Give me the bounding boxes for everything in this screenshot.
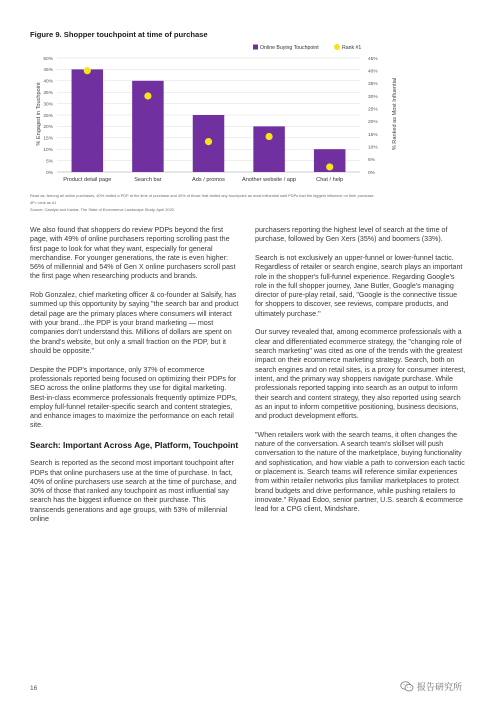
x-tick-label: Product detail page <box>63 177 112 183</box>
y-tick-label: 10% <box>43 148 53 153</box>
paragraph: Search is not exclusively an upper-funnel or lower-funnel tactic. Regardless of retailer or search engine, search plays an important role in the shopper's full-funnel experience. Regarding Google's role in the full shopper journey, Jane Butler, Google's managing director of pure-play retail, said, "Google is the connective tissue for shoppers to discover, see reviews, compare products, and ultimately purchase." <box>255 253 463 318</box>
rank-dot <box>84 67 91 74</box>
rank-dot <box>205 138 212 145</box>
y2-tick-label: 10% <box>368 145 378 151</box>
y-tick-label: 0% <box>46 170 53 176</box>
left-axis-ticks <box>43 56 53 176</box>
left-column <box>30 226 242 534</box>
y2-tick-label: 45% <box>368 56 378 62</box>
legend-dot-swatch <box>334 44 340 50</box>
x-tick-label: Another website / app <box>242 177 297 183</box>
x-tick-labels <box>63 177 343 183</box>
source-note: Source: Catalyst and Kantar, The State of Ecommerce Landscape Study, April 2020. <box>30 206 175 212</box>
legend <box>253 44 361 51</box>
y-tick-label: 40% <box>43 79 53 85</box>
figure-title: Figure 9. Shopper touchpoint at time of purchase <box>30 30 208 39</box>
section-heading: Search: Important Across Age, Platform, Touchpoint <box>30 440 239 451</box>
y-tick-label: 35% <box>43 91 53 96</box>
y2-tick-label: 40% <box>368 69 378 75</box>
watermark <box>400 680 462 693</box>
paragraph: Our survey revealed that, among ecommerce professionals with a clear and differentiated ecommerce strategy, the "changing role of search marketing" was cited as one of the trends with the greatest impact on their ecommerce marketing strategy. Search, both on search engines and on retail sites, is a proxy for consumer interest, intent, and the primary way shoppers navigate purchase. While professionals reported tapping into search as an output to inform their search and content strategy, they also reported using search as an input to inform competitive positioning, business decisions, and product development efforts. <box>255 328 466 421</box>
read-as-note: Read as: Among all online purchases, 40% visited a PDP at the time of purchase and 40% of those that visited any touchpoint as most influential said PDPs had the biggest influence on their purchase. <box>30 193 375 198</box>
rank-note: 4P= rank as #1 <box>30 199 57 205</box>
paragraph: Search is reported as the second most important touchpoint after PDPs that online purchasers use at the time of purchase. In fact, 40% of online purchasers use search at the time of purchase, and 30% of those that ranked any touchpoint as most influential say search has the biggest influence on their purchase. This transcends generations and age groups, with 53% of millennial online <box>30 459 237 524</box>
y-tick-label: 5% <box>46 159 53 165</box>
paragraph: Despite the PDP's importance, only 37% of ecommerce professionals reported being focused on optimizing their PDPs for SEO across the online platforms they use for digital marketing. Best-in-class ecommerce professionals frequently optimize PDPs, employ full-funnel retailer-specific search and content strategies, and enhance images to maximize the performance on each retail site. <box>30 365 237 430</box>
legend-bar-swatch <box>253 45 258 50</box>
y-tick-label: 20% <box>43 125 53 131</box>
legend-dot-label: Rank #1 <box>342 45 362 51</box>
y2-tick-label: 15% <box>368 132 378 138</box>
y2-tick-label: 5% <box>368 158 375 164</box>
y-axis-label: % Engaged in Touchpoint <box>36 82 42 146</box>
paragraph: "When retailers work with the search teams, it often changes the nature of the conversation. A search team's skillset will push conversation to the nature of the marketplace, buying functionality and sophistication, and how viable a path to conversion each tactic or placement is. Search teams will reference similar experiences from within retailer networks plus familiar marketplaces to protect brand budgets and drive performance, while pushing retailers to innovate." Riyaad Edoo, senior partner, U.S. search & ecommerce lead for a CPG client, Mindshare. <box>255 430 465 514</box>
bars <box>72 69 346 172</box>
y-tick-label: 15% <box>43 136 53 142</box>
page-number: 16 <box>30 685 38 692</box>
x-tick-label: Ads / promos <box>192 177 225 183</box>
y-tick-label: 50% <box>43 56 53 62</box>
paragraph: We also found that shoppers do review PDPs beyond the first page, with 49% of online purchasers reporting scrolling past the first page to look for what they want, especially for general merchandise. For younger generations, the rate is even higher: 56% of millennial and 54% of Gen X online purchasers scroll past the first page when researching products and brands. <box>30 226 236 281</box>
y2-tick-label: 30% <box>368 94 378 100</box>
y-tick-label: 30% <box>43 102 53 108</box>
shopper-touchpoint-chart <box>0 38 500 193</box>
rank-dot <box>266 133 273 140</box>
paragraph: Rob Gonzalez, chief marketing officer & co-founder at Salsify, has summed up this opportunity by saying "the search bar and product detail page are the primary places where consumers will interact with your brand...the PDP is your brand marketing — most companies don't understand this. Millions of dollars are spent on the brand's website, but only a small fraction on the PDP, but it should be opposite." <box>30 291 239 355</box>
paragraph: purchasers reporting the highest level of search at the time of purchase, followed by Gen Xers (35%) and boomers (33%). <box>255 226 448 244</box>
y2-axis-label: % Ranked as Most Influential <box>392 77 398 151</box>
wechat-icon <box>400 681 414 692</box>
y2-tick-label: 35% <box>368 82 378 88</box>
rank-dot <box>144 92 151 99</box>
rank-dot <box>326 163 333 170</box>
bar <box>72 69 104 172</box>
watermark-text: 报告研究所 <box>417 682 463 692</box>
y2-tick-label: 20% <box>368 120 378 126</box>
y-tick-label: 25% <box>43 113 53 119</box>
figure-notes <box>30 193 475 213</box>
right-column <box>255 226 467 524</box>
right-axis-ticks <box>368 56 378 176</box>
x-tick-label: Search bar <box>134 177 162 183</box>
x-tick-label: Chat / help <box>316 177 344 183</box>
y2-tick-label: 25% <box>368 107 378 113</box>
y2-tick-label: 0% <box>368 170 375 176</box>
y-tick-label: 45% <box>43 68 53 74</box>
legend-bar-label: Online Buying Touchpoint <box>260 45 319 51</box>
